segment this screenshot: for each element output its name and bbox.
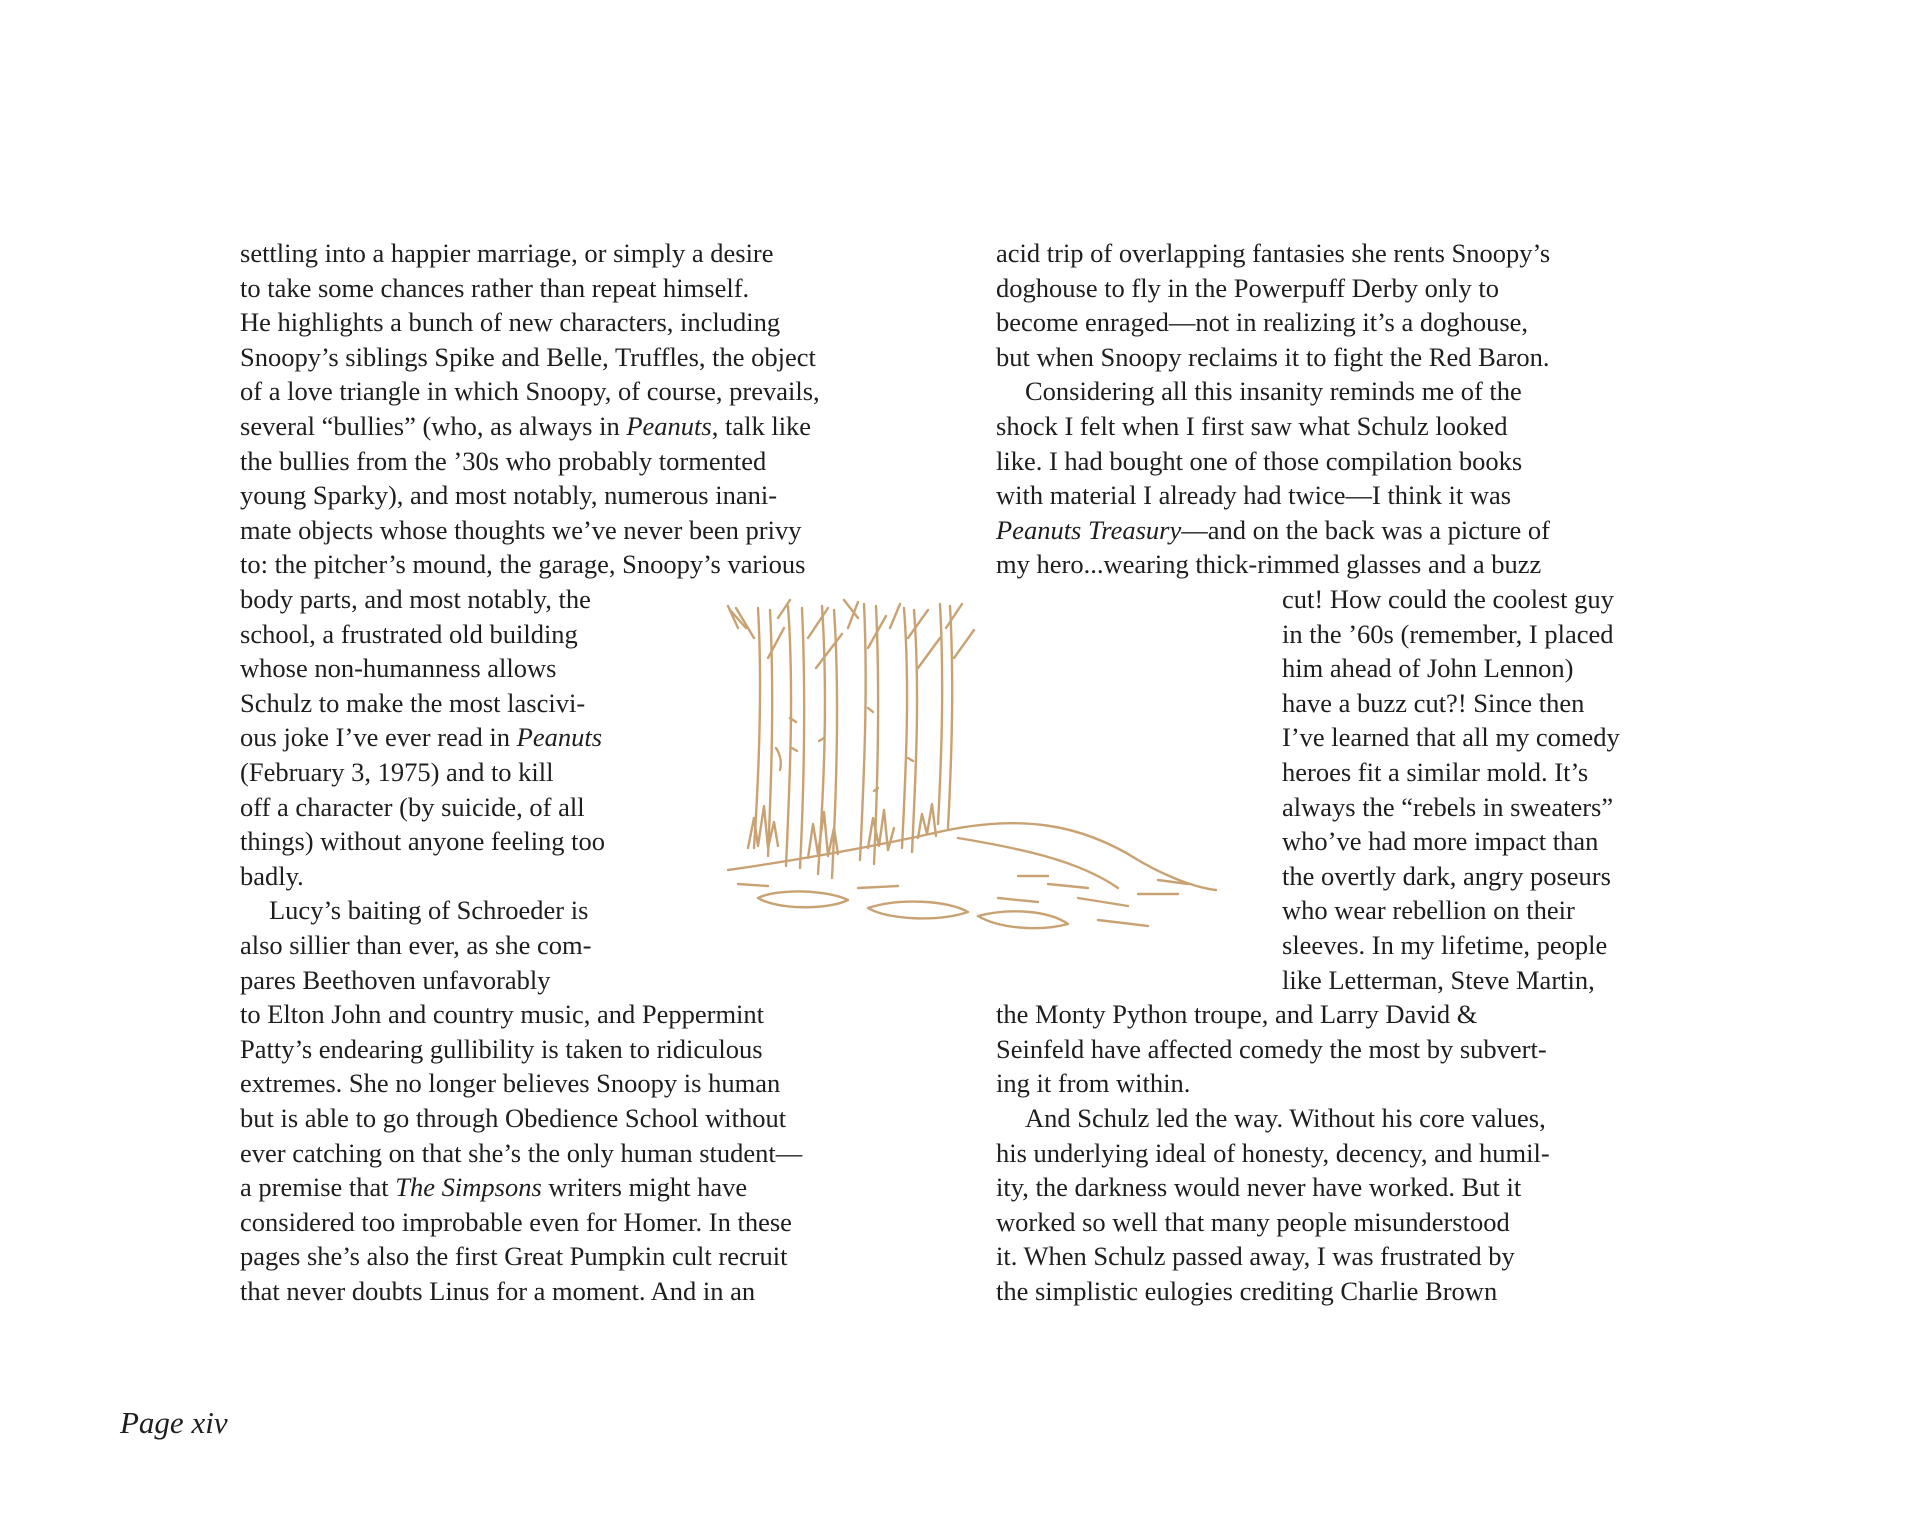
text-line: him ahead of John Lennon) [1282, 653, 1574, 684]
text-line: shock I felt when I first saw what Schulz looked [996, 411, 1508, 441]
text-line: Schulz to make the most lascivi- [240, 687, 586, 718]
text-line: mate objects whose thoughts we’ve never been privy [240, 514, 802, 545]
text-line: whose non-humanness allows [240, 653, 557, 684]
text-line: pages she’s also the first Great Pumpkin cult recruit [240, 1241, 788, 1272]
text-line: like Letterman, Steve Martin, [1282, 964, 1595, 995]
text-line: worked so well that many people misunderstood [996, 1206, 1510, 1237]
text-line: Considering all this insanity reminds me of the [1025, 376, 1522, 407]
text-line: ever catching on that she’s the only human student— [240, 1137, 803, 1168]
trees-sketch-illustration [718, 598, 1218, 938]
text-line: doghouse to fly in the Powerpuff Derby only to [996, 272, 1499, 303]
text-line: the simplistic eulogies crediting Charlie Brown [996, 1276, 1498, 1306]
text-line: heroes fit a similar mold. It’s [1282, 757, 1589, 787]
text-line: He highlights a bunch of new characters, including [240, 307, 781, 338]
text-line: And Schulz led the way. Without his core values, [1025, 1103, 1546, 1133]
text-line: considered too improbable even for Homer. In these [240, 1206, 792, 1237]
text-line: (February 3, 1975) and to kill [240, 757, 554, 787]
text-line: pares Beethoven unfavorably [240, 964, 551, 995]
text-line: badly. [240, 860, 304, 891]
text-line: to take some chances rather than repeat himself. [240, 272, 750, 303]
text-line: several “bullies” (who, as always in Peanuts, talk like [240, 411, 812, 441]
text-line: the Monty Python troupe, and Larry David & [996, 999, 1478, 1030]
text-line: acid trip of overlapping fantasies she rents Snoopy’s [996, 238, 1551, 268]
text-line: Peanuts Treasury—and on the back was a picture of [996, 514, 1550, 545]
text-line: it. When Schulz passed away, I was frustrated by [996, 1241, 1515, 1272]
text-line: who’ve had more impact than [1282, 826, 1599, 857]
text-line: become enraged—not in realizing it’s a doghouse, [996, 307, 1529, 338]
text-line: Patty’s endearing gullibility is taken to ridiculous [240, 1033, 763, 1064]
text-line: Seinfeld have affected comedy the most by subvert- [996, 1033, 1547, 1064]
text-line: ing it from within. [996, 1068, 1191, 1099]
text-line: with material I already had twice—I think it was [996, 480, 1512, 511]
text-line: in the ’60s (remember, I placed [1282, 618, 1614, 649]
text-line: things) without anyone feeling too [240, 826, 606, 857]
text-line: I’ve learned that all my comedy [1282, 722, 1620, 753]
text-line: always the “rebels in sweaters” [1282, 791, 1614, 822]
text-line: Snoopy’s siblings Spike and Belle, Truffles, the object [240, 341, 816, 372]
text-line: off a character (by suicide, of all [240, 791, 585, 822]
text-line: Lucy’s baiting of Schroeder is [269, 895, 589, 926]
text-line: extremes. She no longer believes Snoopy is human [240, 1068, 781, 1099]
text-line: sleeves. In my lifetime, people [1282, 930, 1608, 960]
text-line: his underlying ideal of honesty, decency, and humil- [996, 1137, 1550, 1168]
page-number: Page xiv [120, 1405, 228, 1440]
text-line: like. I had bought one of those compilation books [996, 445, 1523, 476]
text-line: to: the pitcher’s mound, the garage, Snoopy’s various [240, 549, 806, 580]
text-line: school, a frustrated old building [240, 618, 578, 649]
text-line: who wear rebellion on their [1282, 895, 1575, 926]
text-line: also sillier than ever, as she com- [240, 930, 592, 960]
text-line: cut! How could the coolest guy [1282, 584, 1614, 614]
text-line: of a love triangle in which Snoopy, of course, prevails, [240, 376, 820, 407]
text-line: ity, the darkness would never have worked. But it [996, 1172, 1522, 1203]
text-line: the overtly dark, angry poseurs [1282, 860, 1611, 891]
text-line: that never doubts Linus for a moment. And in an [240, 1276, 756, 1306]
text-line: to Elton John and country music, and Peppermint [240, 999, 765, 1030]
text-line: the bullies from the ’30s who probably tormented [240, 445, 767, 476]
text-line: but when Snoopy reclaims it to fight the Red Baron. [996, 341, 1550, 372]
text-line: ous joke I’ve ever read in Peanuts [240, 722, 603, 753]
text-line: but is able to go through Obedience School without [240, 1103, 787, 1133]
text-line: have a buzz cut?! Since then [1282, 687, 1585, 718]
text-line: body parts, and most notably, the [240, 584, 591, 614]
text-line: young Sparky), and most notably, numerous inani- [240, 480, 778, 511]
text-line: settling into a happier marriage, or simply a desire [240, 238, 774, 268]
text-line: my hero...wearing thick-rimmed glasses and a buzz [996, 549, 1542, 580]
text-line: a premise that The Simpsons writers might have [240, 1172, 748, 1203]
